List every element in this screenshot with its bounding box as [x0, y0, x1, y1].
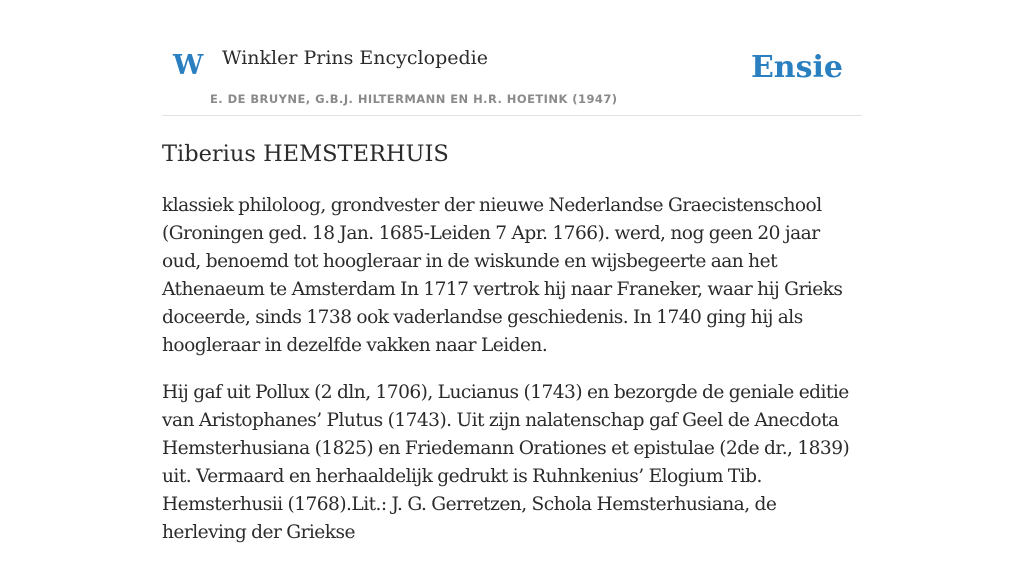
article-body	[162, 192, 862, 566]
article-title: Tiberius HEMSTERHUIS	[162, 141, 449, 167]
site-logo[interactable]: W	[173, 50, 204, 81]
brand-logo[interactable]: Ensie	[750, 50, 843, 85]
article-paragraph: Hij gaf uit Pollux (2 dln, 1706), Lucianus (1743) en bezorgde de geniale editie van Aristophanes’ Plutus (1743). Uit zijn nalatenschap gaf Geel de Anecdota Hemsterhusiana (1825) en Friedemann Orationes et epistulae (2de dr., 1839) uit. Vermaard en herhaaldelijk gedrukt is Ruhnkenius’ Elogium Tib. Hemsterhusii (1768).Lit.: J. G. Gerretzen, Schola Hemsterhusiana, de herleving der Griekse	[162, 382, 850, 543]
article-paragraph: klassiek philoloog, grondvester der nieuwe Nederlandse Graecistenschool (Groningen ged. 18 Jan. 1685-Leiden 7 Apr. 1766). werd, nog geen 20 jaar oud, benoemd tot hoogleraar in de wiskunde en wijsbegeerte aan het Athenaeum te Amsterdam In 1717 vertrok hij naar Franeker, waar hij Grieks doceerde, sinds 1738 ook vaderlandse geschiedenis. In 1740 ging hij als hoogleraar in dezelfde vakken naar Leiden.	[162, 195, 843, 356]
site-title[interactable]: Winkler Prins Encyclopedie	[222, 47, 488, 69]
site-header	[162, 30, 862, 116]
source-authors: E. DE BRUYNE, G.B.J. HILTERMANN EN H.R. HOETINK (1947)	[210, 92, 618, 106]
